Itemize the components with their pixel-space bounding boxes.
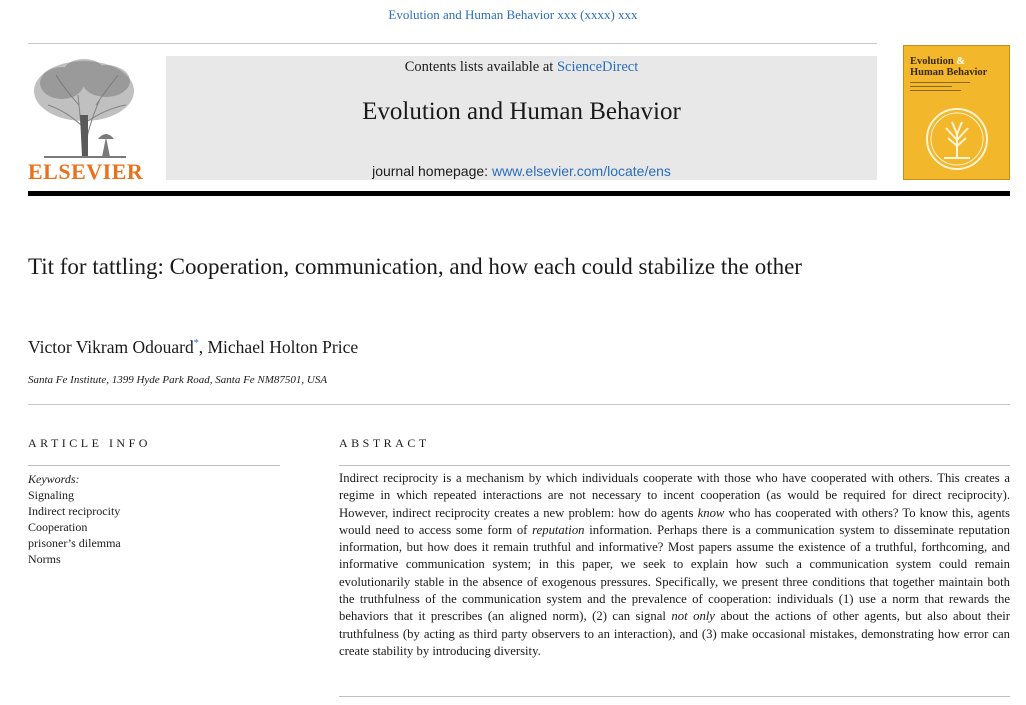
article-info-heading: ARTICLE INFO: [28, 436, 151, 450]
abstract-emphasis: know: [697, 505, 725, 520]
sciencedirect-link[interactable]: ScienceDirect: [556, 59, 639, 75]
journal-banner: [166, 56, 877, 180]
keywords-label: Keywords:: [28, 472, 80, 486]
homepage-prefix: journal homepage:: [372, 163, 492, 179]
homepage-link[interactable]: www.elsevier.com/locate/ens: [491, 163, 671, 179]
journal-name: Evolution and Human Behavior: [362, 98, 681, 125]
corresponding-author-marker[interactable]: *: [193, 338, 199, 350]
header-divider: [28, 43, 877, 44]
keywords-block: [28, 471, 121, 567]
section-divider: [28, 404, 1010, 405]
journal-citation-link[interactable]: Evolution and Human Behavior xxx (xxxx) xxx: [388, 7, 638, 22]
cover-title-line1: Evolution: [910, 56, 954, 67]
contents-prefix: Contents lists available at: [404, 59, 557, 75]
abstract-segment: about the actions of other agents, but also about their truthfulness (by acting as third party observers to an interaction), and (3) make occasional mistakes, demonstrating how error can create stability by introducing diversity.: [339, 609, 1010, 658]
abstract-segment: who has cooperated with others? To know this, agents would need to access some form of: [339, 505, 1010, 537]
cover-title: [910, 56, 987, 78]
cover-text-lines: [910, 82, 970, 94]
homepage-line: [166, 163, 877, 179]
author-list: [28, 337, 358, 358]
abstract-text: [339, 470, 1010, 660]
abstract-heading: ABSTRACT: [339, 436, 430, 450]
affiliation: Santa Fe Institute, 1399 Hyde Park Road, Santa Fe NM87501, USA: [28, 374, 328, 386]
abstract-segment: Indirect reciprocity is a mechanism by which individuals cooperate with those who have cooperated with others. This creates a regime in which repeated interactions are not necessary to incent cooperation (as would be required for direct reciprocity). However, indirect reciprocity creates a new problem: how do agents: [339, 471, 1010, 520]
author-separator: ,: [198, 337, 208, 357]
keyword-item: Cooperation: [28, 520, 88, 534]
abstract-bottom-divider: [339, 696, 1010, 697]
elsevier-wordmark: ELSEVIER: [28, 159, 144, 184]
abstract-emphasis: reputation: [532, 522, 585, 537]
article-info-divider: [28, 465, 280, 466]
keyword-item: Indirect reciprocity: [28, 504, 121, 518]
contents-line: [166, 59, 877, 76]
cover-title-line2: Human Behavior: [910, 67, 988, 78]
abstract-divider: [339, 465, 1010, 466]
author-name[interactable]: Michael Holton Price: [207, 337, 359, 357]
keyword-item: Norms: [28, 552, 61, 566]
cover-ampersand: &: [956, 56, 966, 67]
keyword-item: prisoner’s dilemma: [28, 536, 121, 550]
keyword-item: Signaling: [28, 488, 75, 502]
abstract-emphasis: not only: [671, 609, 715, 624]
cover-tree-seal-icon: [924, 106, 990, 172]
author-name[interactable]: Victor Vikram Odouard: [28, 337, 194, 357]
header-thick-divider: [28, 191, 1010, 196]
abstract-segment: information. Perhaps there is a communication system to disseminate reputation information, but how does it remain truthful and informative? Most papers assume the existence of a truthful, forthcoming, and informative communication system; in this paper, we seek to explain how such a communication system could remain evolutionarily stable in the absence of exogenous pressures. Specifically, we present three conditions that together maintain both the truthfulness of the communication system and the prevalence of cooperation: individuals (1) use a norm that rewards the behaviors that it prescribes (an aligned norm), (2) can signal: [339, 522, 1010, 624]
journal-cover-thumbnail[interactable]: [903, 45, 1010, 180]
article-title: Tit for tattling: Cooperation, communication, and how each could stabilize the other: [28, 254, 802, 279]
